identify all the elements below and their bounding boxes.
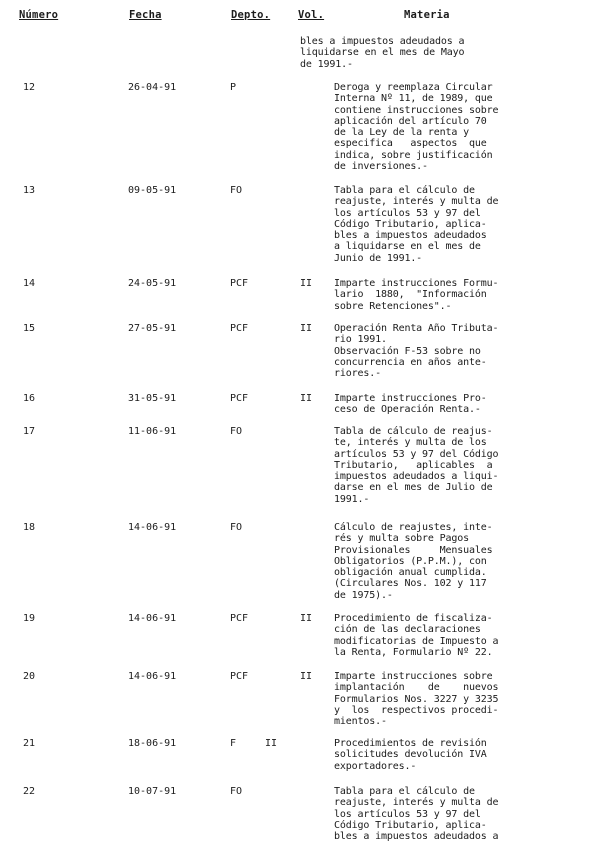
row-department: FO — [230, 185, 243, 196]
row-number: 12 — [23, 82, 36, 93]
row-subject: Cálculo de reajustes, inte- rés y multa sobre Pagos Provisionales Mensuales Obligatorios (P.P.M.), con obligación anual cumplida. (Circulares Nos. 102 y 117 de 1975).- — [334, 522, 493, 601]
row-department: FO — [230, 522, 243, 533]
row-number: 20 — [23, 671, 36, 682]
row-date: 14-06-91 — [128, 522, 177, 533]
row-subject: Procedimiento de fiscaliza- ción de las declaraciones modificatorias de Impuesto a la Renta, Formulario Nº 22. — [334, 613, 499, 658]
row-date: 27-05-91 — [128, 323, 177, 334]
row-number: 13 — [23, 185, 36, 196]
row-volume: II — [300, 393, 313, 404]
row-volume: II — [300, 671, 313, 682]
row-date: 14-06-91 — [128, 613, 177, 624]
row-date: 26-04-91 — [128, 82, 177, 93]
row-department: PCF — [230, 393, 249, 404]
row-subject: Imparte instrucciones Pro- ceso de Operación Renta.- — [334, 393, 487, 416]
row-date: 10-07-91 — [128, 786, 177, 797]
row-number: 17 — [23, 426, 36, 437]
row-date: 31-05-91 — [128, 393, 177, 404]
row-number: 21 — [23, 738, 36, 749]
row-subject: Operación Renta Año Tributa- rio 1991. Observación F-53 sobre no concurrencia en años ante- riores.- — [334, 323, 499, 380]
header-numero: Número — [19, 9, 59, 21]
row-volume: II — [265, 738, 278, 749]
row-subject: Imparte instrucciones Formu- lario 1880, "Información sobre Retenciones".- — [334, 278, 499, 312]
header-depto: Depto. — [231, 9, 271, 21]
row-number: 14 — [23, 278, 36, 289]
row-number: 16 — [23, 393, 36, 404]
row-date: 24-05-91 — [128, 278, 177, 289]
row-date: 11-06-91 — [128, 426, 177, 437]
row-department: PCF — [230, 671, 249, 682]
row-subject: Tabla para el cálculo de reajuste, interés y multa de los artículos 53 y 97 del Código Tributario, aplica- bles a impuestos adeudados a liquidarse en el mes de Junio de 1991.- — [334, 185, 499, 264]
row-subject: Tabla para el cálculo de reajuste, interés y multa de los artículos 53 y 97 del Código Tributario, aplica- bles a impuestos adeudados a — [334, 786, 499, 843]
row-number: 22 — [23, 786, 36, 797]
row-number: 15 — [23, 323, 36, 334]
row-department: F — [230, 738, 237, 749]
row-volume: II — [300, 613, 313, 624]
row-subject: Deroga y reemplaza Circular Interna Nº 11, de 1989, que contiene instrucciones sobre aplicación del artículo 70 de la Ley de la renta y especifica aspectos que indica, sobre justificación de inversiones.- — [334, 82, 499, 173]
row-department: FO — [230, 786, 243, 797]
row-department: PCF — [230, 323, 249, 334]
row-date: 18-06-91 — [128, 738, 177, 749]
row-volume: II — [300, 323, 313, 334]
row-number: 18 — [23, 522, 36, 533]
row-number: 19 — [23, 613, 36, 624]
row-date: 14-06-91 — [128, 671, 177, 682]
row-subject: Procedimientos de revisión solicitudes devolución IVA exportadores.- — [334, 738, 487, 772]
row-department: P — [230, 82, 237, 93]
row-volume: II — [300, 278, 313, 289]
row-department: PCF — [230, 278, 249, 289]
row-department: PCF — [230, 613, 249, 624]
continuation-text: bles a impuestos adeudados a liquidarse en el mes de Mayo de 1991.- — [300, 36, 465, 70]
header-fecha: Fecha — [129, 9, 162, 21]
header-vol: Vol. — [298, 9, 325, 21]
header-materia: Materia — [404, 9, 450, 21]
row-date: 09-05-91 — [128, 185, 177, 196]
row-subject: Imparte instrucciones sobre implantación de nuevos Formularios Nos. 3227 y 3235 y los respectivos procedi- mientos.- — [334, 671, 499, 728]
row-department: FO — [230, 426, 243, 437]
row-subject: Tabla de cálculo de reajus- te, interés y multa de los artículos 53 y 97 del Código Tributario, aplicables a impuestos adeudados a liqui- darse en el mes de Julio de 1991.- — [334, 426, 499, 505]
